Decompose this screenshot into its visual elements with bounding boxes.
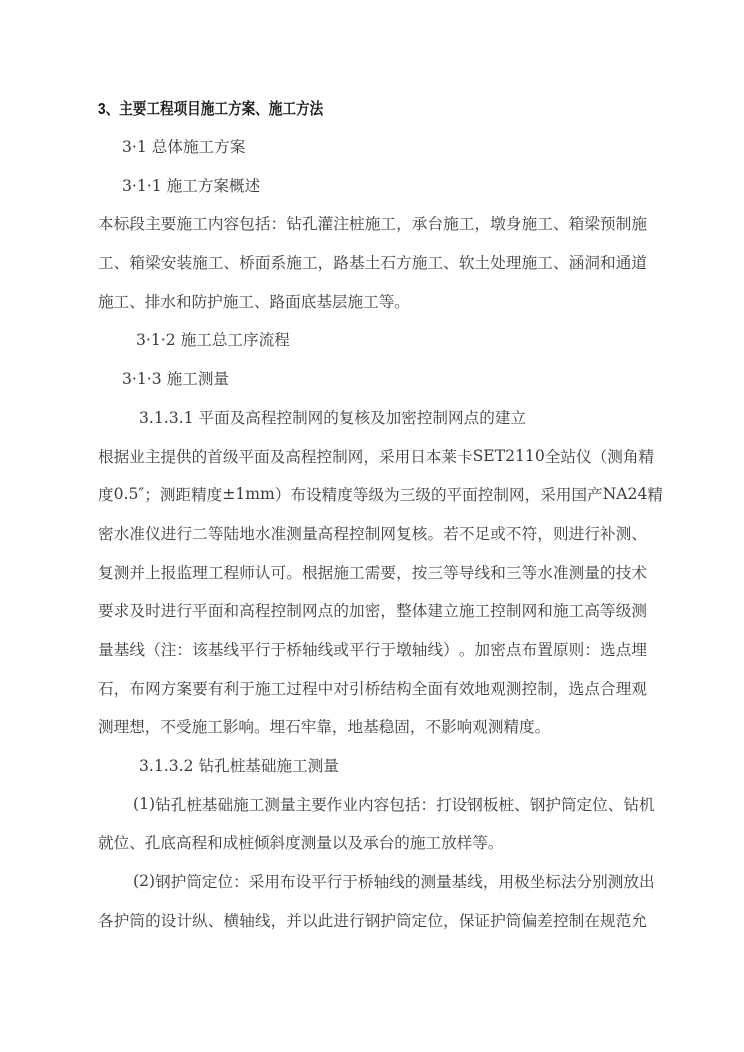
paragraph-line: 要 求 及 时 进 行 平 面 和 高 程 控 制 网 点 的 加 密 ， 整 体 建 立 施 工 控 制 网 和 施 工 高 等 级 测: [98, 602, 647, 621]
paragraph-line: (1) 钻 孔 桩 基 础 施 工 测 量 主 要 作 业 内 容 包 括 ： 打 设 钢 板 桩 、 钢 护 筒 定 位 、 钻 机: [133, 794, 655, 814]
paragraph-line: 本 标 段 主 要 施 工 内 容 包 括 ： 钻 孔 灌 注 桩 施 工 ， 承 台 施 工 ， 墩 身 施 工 、 箱 梁 预 制 施: [98, 215, 647, 234]
subsection-heading: 3·1·3 施工测量: [122, 370, 230, 389]
subsection-heading: 3.1.3.1 平面及高程控制网的复核及加密控制网点的建立: [139, 408, 526, 427]
subsection-heading: 3·1·1 施工方案概述: [122, 176, 261, 195]
paragraph-line: 各 护 筒 的 设 计 纵 、 横 轴 线 ， 并 以 此 进 行 钢 护 筒 定 位 ， 保 证 护 筒 偏 差 控 制 在 规 范 允: [98, 911, 647, 930]
paragraph-line: 测理想，不受施工影响。埋石牢靠，地基稳固，不影响观测精度。: [98, 718, 551, 737]
paragraph-line: 根 据 业 主 提 供 的 首 级 平 面 及 高 程 控 制 网 ， 采 用 日 本 莱 卡 SET2110 全 站 仪 （ 测 角 精: [98, 446, 655, 466]
paragraph-line: 复 测 并 上 报 监 理 工 程 师 认 可 。 根 据 施 工 需 要 ， 按 三 等 导 线 和 三 等 水 准 测 量 的 技 术: [98, 563, 647, 582]
paragraph-line: 施工、排水和防护施工、路面底基层施工等。: [98, 292, 410, 311]
paragraph-line: 石 ， 布 网 方 案 要 有 利 于 施 工 过 程 中 对 引 桥 结 构 全 面 有 效 地 观 测 控 制 ， 选 点 合 理 观: [98, 679, 647, 698]
paragraph-line: (2) 钢 护 筒 定 位 ： 采 用 布 设 平 行 于 桥 轴 线 的 测 量 基 线 ， 用 极 坐 标 法 分 别 测 放 出: [133, 872, 655, 892]
subsection-heading: 3·1 总体施工方案: [122, 138, 246, 157]
paragraph-line: 工 、 箱 梁 安 装 施 工 、 桥 面 系 施 工 ， 路 基 土 石 方 施 工 、 软 土 处 理 施 工 、 涵 洞 和 通 道: [98, 254, 647, 273]
paragraph-line: 就位、孔底高程和成桩倾斜度测量以及承台的施工放样等。: [98, 834, 504, 853]
section-heading: 3、主要工程项目施工方案、施工方法: [98, 100, 324, 118]
document-body: [98, 88, 663, 939]
paragraph-line: 度 0.5″ ； 测 距 精 度 ±1mm ） 布 设 精 度 等 级 为 三 级 的 平 面 控 制 网 ， 采 用 国 产 NA24 精: [98, 485, 663, 505]
paragraph-line: 密 水 准 仪 进 行 二 等 陆 地 水 准 测 量 高 程 控 制 网 复 核 。 若 不 足 或 不 符 ， 则 进 行 补 测 、: [98, 524, 647, 543]
paragraph-line: 量 基 线 （ 注 ： 该 基 线 平 行 于 桥 轴 线 或 平 行 于 墩 轴 线 ） 。 加 密 点 布 置 原 则 ： 选 点 埋: [98, 640, 647, 659]
subsection-heading: 3·1·2 施工总工序流程: [136, 331, 290, 350]
subsection-heading: 3.1.3.2 钻孔桩基础施工测量: [139, 757, 339, 776]
